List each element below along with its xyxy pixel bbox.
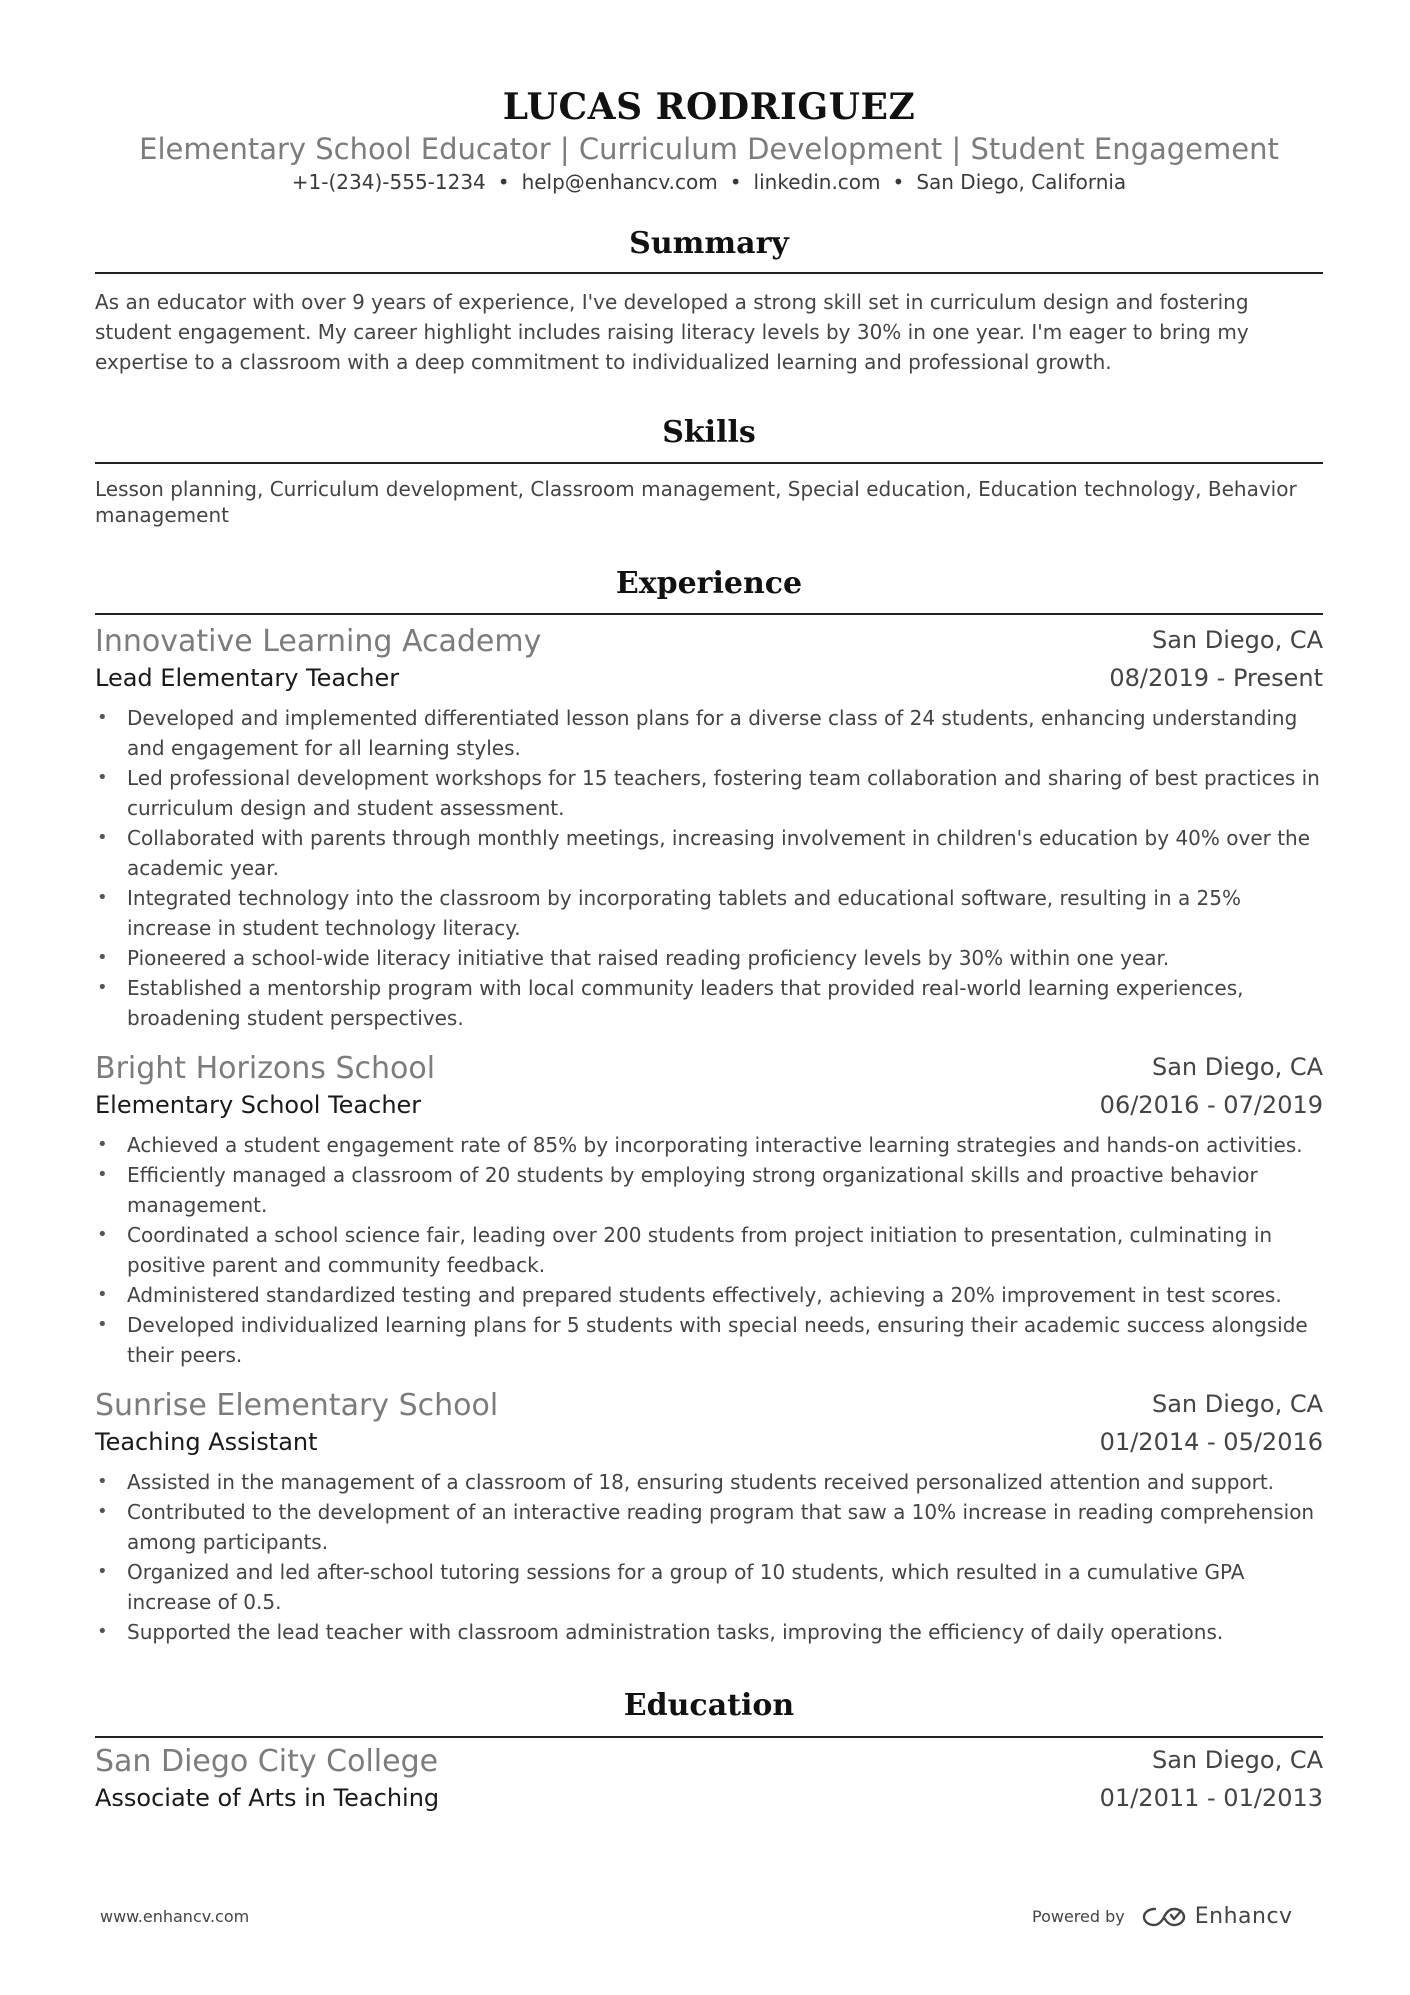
job-bullet: • Established a mentorship program with local community leaders that provided real-world learning experiences, broadening student perspectives. (95, 973, 1323, 1033)
section-divider (95, 462, 1323, 464)
job-bullets (95, 1467, 1323, 1647)
job-bullet: • Integrated technology into the classroom by incorporating tablets and educational software, resulting in a 25% increase in student technology literacy. (95, 883, 1323, 943)
contact-location: San Diego, California (916, 170, 1127, 194)
job-bullet: • Achieved a student engagement rate of 85% by incorporating interactive learning strategies and hands-on activities. (95, 1130, 1323, 1160)
job-bullet: • Organized and led after-school tutoring sessions for a group of 10 students, which resulted in a cumulative GPA increase of 0.5. (95, 1557, 1323, 1617)
education-heading: Education (623, 1688, 795, 1723)
footer-website[interactable]: www.enhancv.com (100, 1907, 250, 1926)
job-bullet: • Coordinated a school science fair, leading over 200 students from project initiation to presentation, culminating in positive parent and community feedback. (95, 1220, 1323, 1280)
experience-heading: Experience (615, 566, 803, 601)
summary-heading: Summary (629, 226, 789, 261)
job-role: Elementary School Teacher (95, 1091, 422, 1119)
job-bullet: • Contributed to the development of an interactive reading program that saw a 10% increase in reading comprehension among participants. (95, 1497, 1323, 1557)
separator-dot: • (729, 170, 742, 194)
job-bullet: • Efficiently managed a classroom of 20 students by employing strong organizational skills and proactive behavior management. (95, 1160, 1323, 1220)
job-role: Lead Elementary Teacher (95, 664, 400, 692)
education-degree: Associate of Arts in Teaching (95, 1784, 440, 1812)
section-divider (95, 272, 1323, 274)
footer-branding (1032, 1904, 1293, 1929)
contact-line (95, 170, 1323, 194)
job-location: San Diego, CA (1151, 1053, 1323, 1081)
enhancv-brand-name: Enhancv (1194, 1904, 1293, 1929)
contact-linkedin: linkedin.com (753, 170, 881, 194)
job-bullet: • Developed and implemented differentiated lesson plans for a diverse class of 24 students, enhancing understanding and engagement for all learning styles. (95, 703, 1323, 763)
job-bullets (95, 1130, 1323, 1370)
job-bullet: • Assisted in the management of a classroom of 18, ensuring students received personalized attention and support. (95, 1467, 1323, 1497)
section-divider (95, 1736, 1323, 1738)
job-company: Innovative Learning Academy (95, 624, 542, 659)
job-bullet: • Developed individualized learning plans for 5 students with special needs, ensuring their academic success alongside their peers. (95, 1310, 1323, 1370)
candidate-name: LUCAS RODRIGUEZ (502, 86, 916, 128)
separator-dot: • (497, 170, 510, 194)
job-bullet: • Supported the lead teacher with classroom administration tasks, improving the efficiency of daily operations. (95, 1617, 1323, 1647)
job-company: Sunrise Elementary School (95, 1388, 499, 1423)
summary-text: As an educator with over 9 years of experience, I've developed a strong skill set in curriculum design and fostering student engagement. My career highlight includes raising literacy levels by 30% in one year. I'm eager to bring my expertise to a classroom with a deep commitment to individualized learning and professional growth. (95, 290, 1249, 374)
enhancv-brand[interactable] (1141, 1904, 1293, 1929)
job-company: Bright Horizons School (95, 1051, 436, 1086)
job-bullet: • Led professional development workshops for 15 teachers, fostering team collaboration and sharing of best practices in curriculum design and student assessment. (95, 763, 1323, 823)
job-bullet: • Administered standardized testing and prepared students effectively, achieving a 20% improvement in test scores. (95, 1280, 1323, 1310)
job-dates: 01/2014 - 05/2016 (1099, 1428, 1323, 1456)
education-location: San Diego, CA (1151, 1746, 1323, 1774)
enhancv-logo-icon (1141, 1905, 1187, 1929)
separator-dot: • (892, 170, 905, 194)
powered-by-label: Powered by (1032, 1907, 1125, 1926)
job-location: San Diego, CA (1151, 1390, 1323, 1418)
job-location: San Diego, CA (1151, 626, 1323, 654)
contact-phone: +1-(234)-555-1234 (291, 170, 486, 194)
skills-heading: Skills (662, 415, 756, 450)
contact-email: help@enhancv.com (521, 170, 718, 194)
job-dates: 06/2016 - 07/2019 (1099, 1091, 1323, 1119)
education-dates: 01/2011 - 01/2013 (1099, 1784, 1323, 1812)
job-bullet: • Collaborated with parents through monthly meetings, increasing involvement in children's education by 40% over the academic year. (95, 823, 1323, 883)
section-divider (95, 613, 1323, 615)
job-bullets (95, 703, 1323, 1033)
skills-text: Lesson planning, Curriculum development, Classroom management, Special education, Education technology, Behavior management (95, 477, 1297, 527)
job-bullet: • Pioneered a school-wide literacy initiative that raised reading proficiency levels by 30% within one year. (95, 943, 1323, 973)
education-school: San Diego City College (95, 1744, 439, 1779)
candidate-headline: Elementary School Educator | Curriculum Development | Student Engagement (139, 132, 1279, 166)
job-role: Teaching Assistant (95, 1428, 318, 1456)
job-dates: 08/2019 - Present (1109, 664, 1323, 692)
